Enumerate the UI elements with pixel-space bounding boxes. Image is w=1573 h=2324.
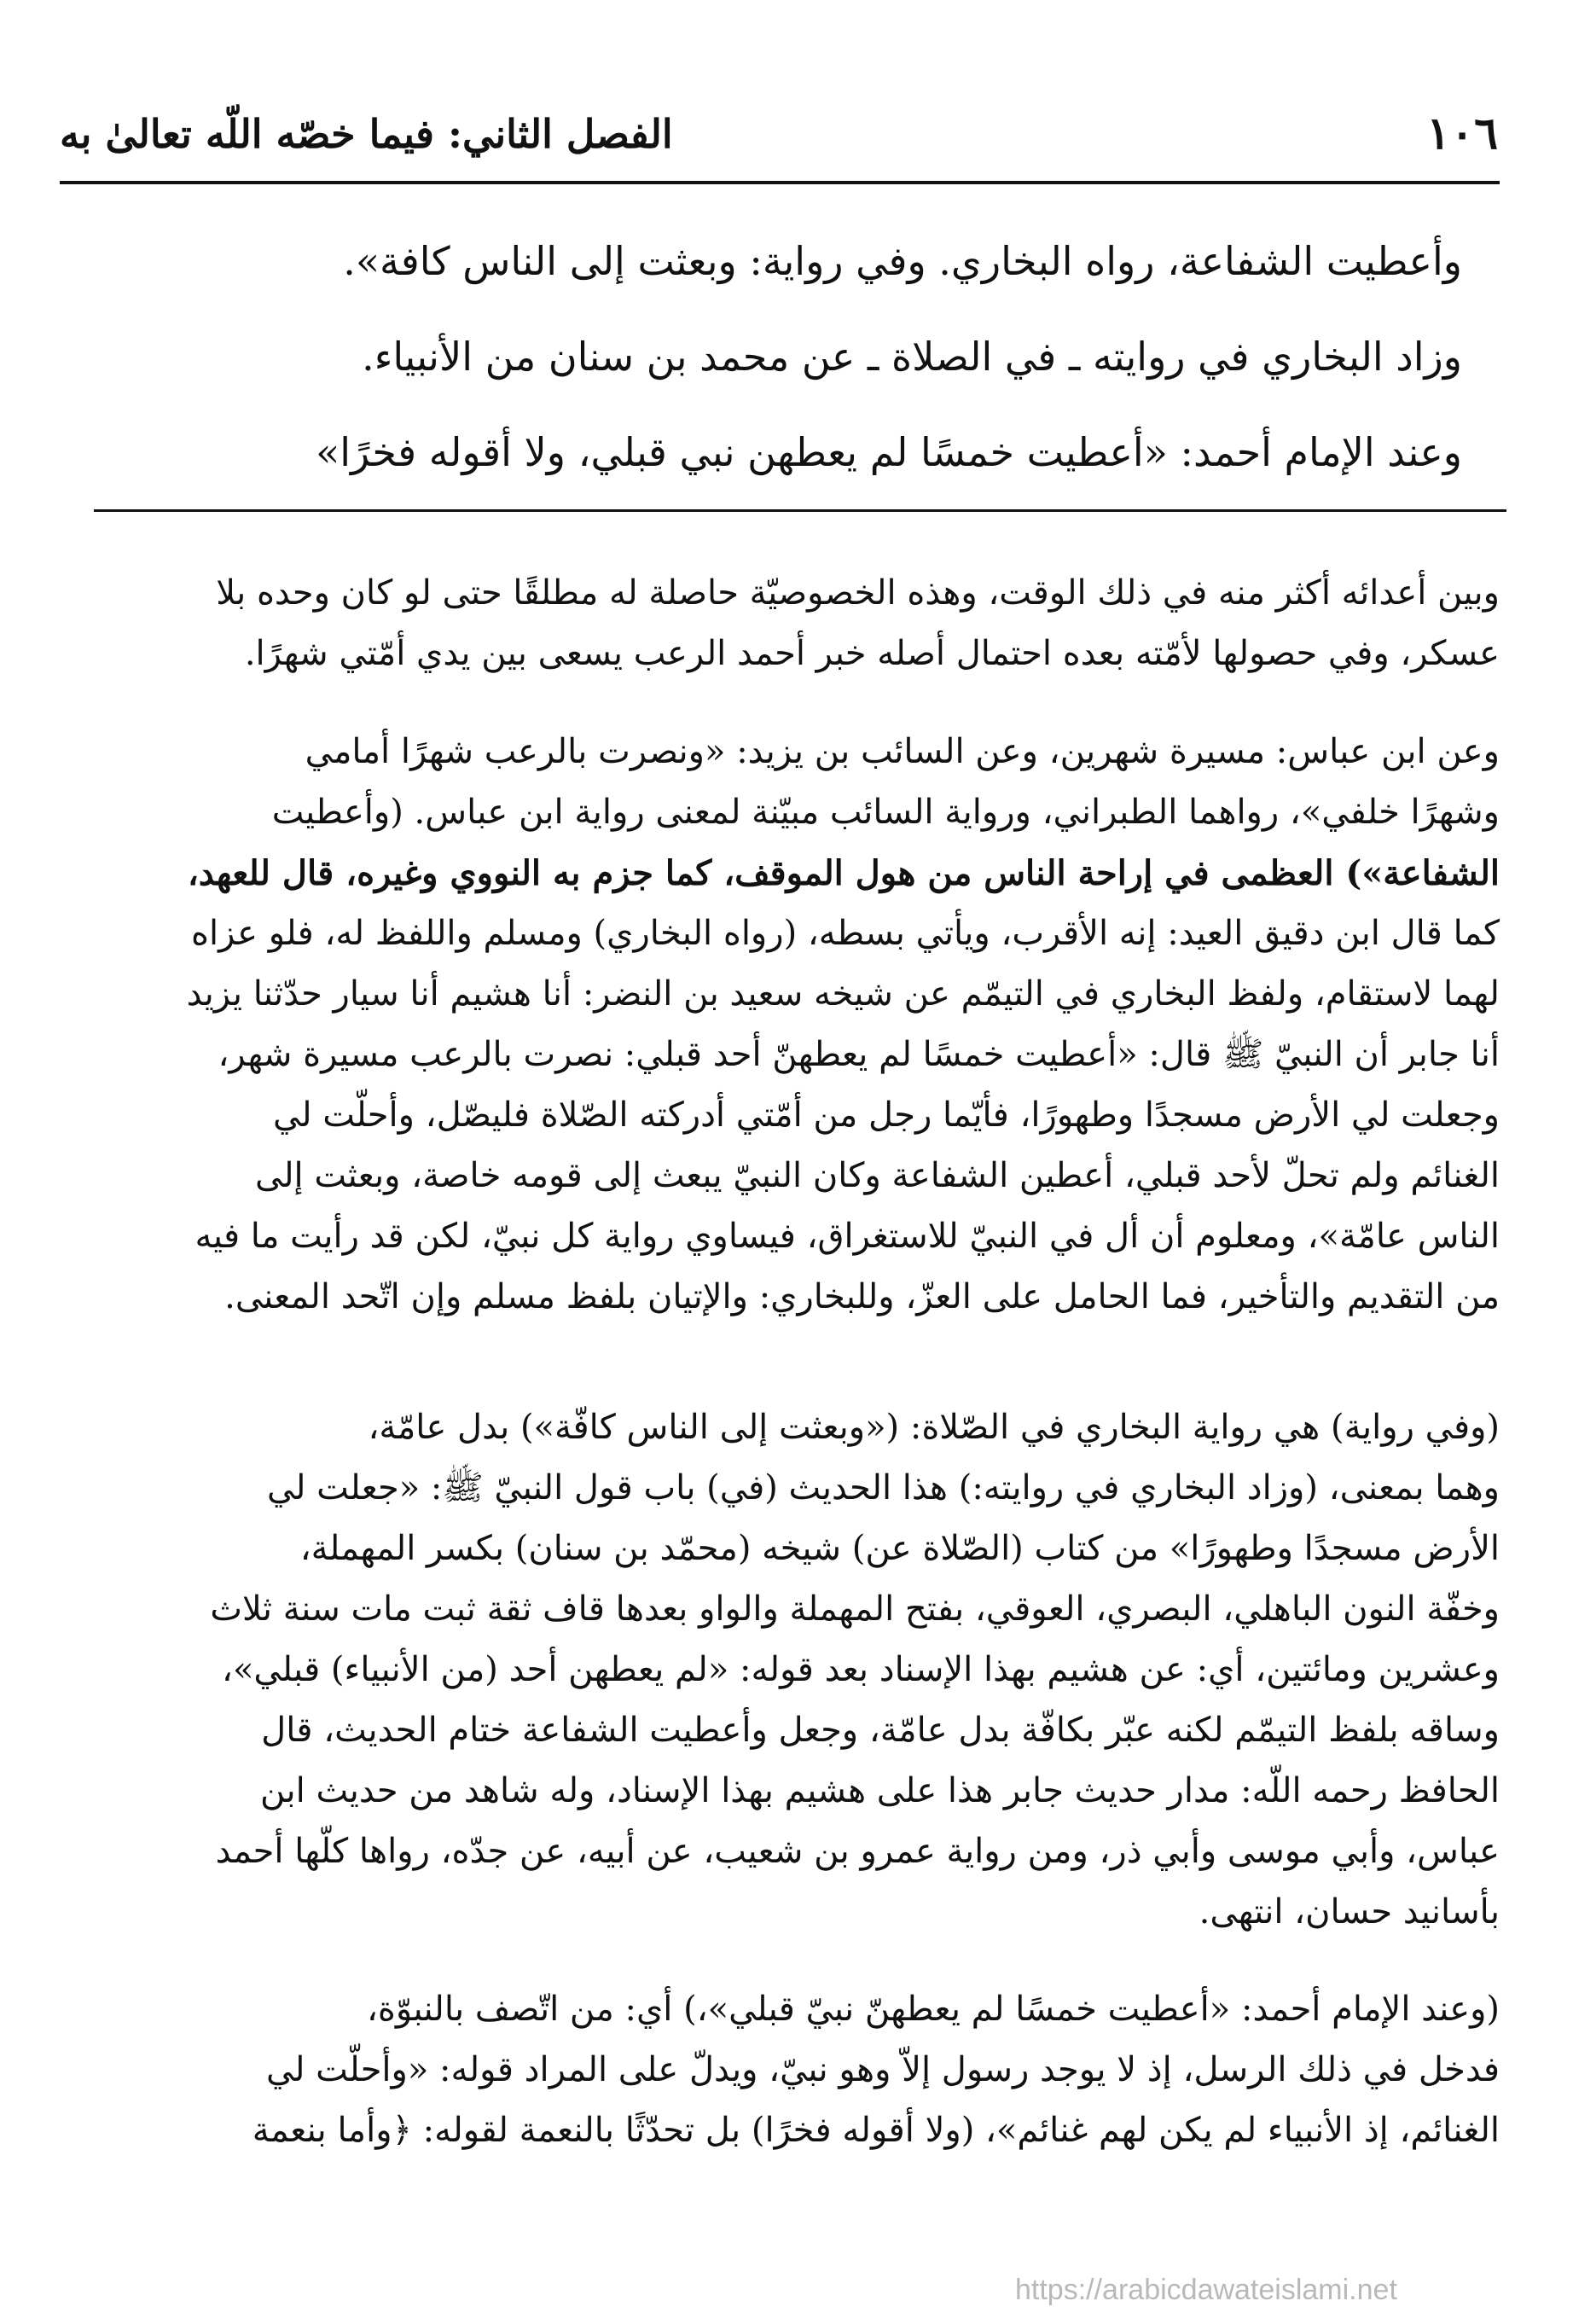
commentary-paragraph-4 [67,1979,1500,2161]
commentary-line: عباس، وأبي موسى وأبي ذر، ومن رواية عمرو بن شعيب، عن أبيه، عن جدّه، رواها كلّها أحمد [215,1832,1500,1871]
commentary-line: كما قال ابن دقيق العيد: إنه الأقرب، ويأتي بسطه، (رواه البخاري) ومسلم واللفظ له، فلو عزاه [191,914,1500,953]
commentary-line: وشهرًا خلفي»، رواهما الطبراني، ورواية السائب مبيّنة لمعنى رواية ابن عباس. (وأعطيت [271,793,1500,832]
commentary-line: الشفاعة») العظمى في إراحة الناس من هول الموقف، كما جزم به النووي وغيره، قال للعهد، [187,853,1500,893]
commentary-paragraph-2 [67,722,1500,1328]
commentary-line: (وفي رواية) هي رواية البخاري في الصّلاة: («وبعثت إلى الناس كافّة») بدل عامّة، [368,1408,1500,1447]
commentary-line: الناس عامّة»، ومعلوم أن أل في النبيّ للاستغراق، فيساوي رواية كل نبيّ، لكن قد رأيت ما فيه [194,1217,1500,1256]
matn-text [80,213,1462,500]
page-header [60,101,1498,177]
commentary-line: وجعلت لي الأرض مسجدًا وطهورًا، فأيّما رجل من أمّتي أدركته الصّلاة فليصّل، وأحلّت لي [273,1095,1500,1135]
commentary-line: (وعند الإمام أحمد: «أعطيت خمسًا لم يعطهنّ نبيّ قبلي»،) أي: من اتّصف بالنبوّة، [366,1990,1500,2029]
commentary-line: من التقديم والتأخير، فما الحامل على العزّ، وللبخاري: والإتيان بلفظ مسلم وإن اتّحد المعنى. [224,1277,1500,1316]
commentary-line: الغنائم، إذ الأنبياء لم يكن لهم غنائم»، (ولا أقوله فخرًا) بل تحدّثًا بالنعمة لقوله: ﴿وأما بنعمة [252,2111,1500,2150]
commentary-paragraph-1 [67,563,1500,684]
commentary-line: الحافظ رحمه اللّه: مدار حديث جابر هذا على هشيم بهذا الإسناد، وله شاهد من حديث ابن [260,1771,1500,1810]
commentary-line: عسكر، وفي حصولها لأمّته بعده احتمال أصله خبر أحمد الرعب يسعى بين يدي أمّتي شهرًا. [244,634,1500,673]
matn-line: وزاد البخاري في روايته ـ في الصلاة ـ عن محمد بن سنان من الأنبياء. [362,334,1462,380]
commentary-line: الأرض مسجدًا وطهورًا» من كتاب (الصّلاة عن) شيخه (محمّد بن سنان) بكسر المهملة، [299,1529,1500,1568]
commentary-paragraph-3 [67,1397,1500,1943]
commentary-line: وخفّة النون الباهلي، البصري، العوقي، بفتح المهملة والواو بعدها قاف ثقة ثبت مات سنة ثلاث [210,1589,1500,1629]
commentary-line: أنا جابر أن النبيّ ﷺ قال: «أعطيت خمسًا لم يعطهنّ أحد قبلي: نصرت بالرعب مسيرة شهر، [218,1035,1500,1074]
watermark-url: https://arabicdawateislami.net [1015,2274,1397,2306]
commentary-line: بأسانيد حسان، انتهى. [1199,1892,1500,1932]
commentary-line: وعن ابن عباس: مسيرة شهرين، وعن السائب بن يزيد: «ونصرت بالرعب شهرًا أمامي [305,732,1500,771]
commentary-line: الغنائم ولم تحلّ لأحد قبلي، أعطين الشفاعة وكان النبيّ يبعث إلى قومه خاصة، وبعثت إلى [255,1156,1500,1195]
commentary-line: وهما بمعنى، (وزاد البخاري في روايته:) هذا الحديث (في) باب قول النبيّ ﷺ: «جعلت لي [266,1468,1500,1508]
page-number: ١٠٦ [1426,107,1498,160]
matn-line: وأعطيت الشفاعة، رواه البخاري. وفي رواية: وبعثت إلى الناس كافة». [343,238,1462,284]
chapter-title: الفصل الثاني: فيما خصّه اللّه تعالىٰ به [60,111,673,157]
header-divider [60,181,1500,184]
commentary-line: وعشرين ومائتين، أي: عن هشيم بهذا الإسناد بعد قوله: «لم يعطهن أحد (من الأنبياء) قبلي»، [222,1650,1500,1689]
commentary-line: فدخل في ذلك الرسل، إذ لا يوجد رسول إلاّ وهو نبيّ، ويدلّ على المراد قوله: «وأحلّت لي [265,2050,1500,2089]
commentary-line: وساقه بلفظ التيمّم لكنه عبّر بكافّة بدل عامّة، وجعل وأعطيت الشفاعة ختام الحديث، قال [261,1711,1500,1750]
section-divider [94,509,1506,512]
commentary-line: وبين أعدائه أكثر منه في ذلك الوقت، وهذه الخصوصيّة حاصلة له مطلقًا حتى لو كان وحده بلا [216,573,1500,613]
matn-line: وعند الإمام أحمد: «أعطيت خمسًا لم يعطهن نبي قبلي، ولا أقوله فخرًا» [316,429,1462,475]
commentary-line: لهما لاستقام، ولفظ البخاري في التيمّم عن شيخه سعيد بن النضر: أنا هشيم أنا سيار حدّثنا يزيد [186,974,1500,1014]
